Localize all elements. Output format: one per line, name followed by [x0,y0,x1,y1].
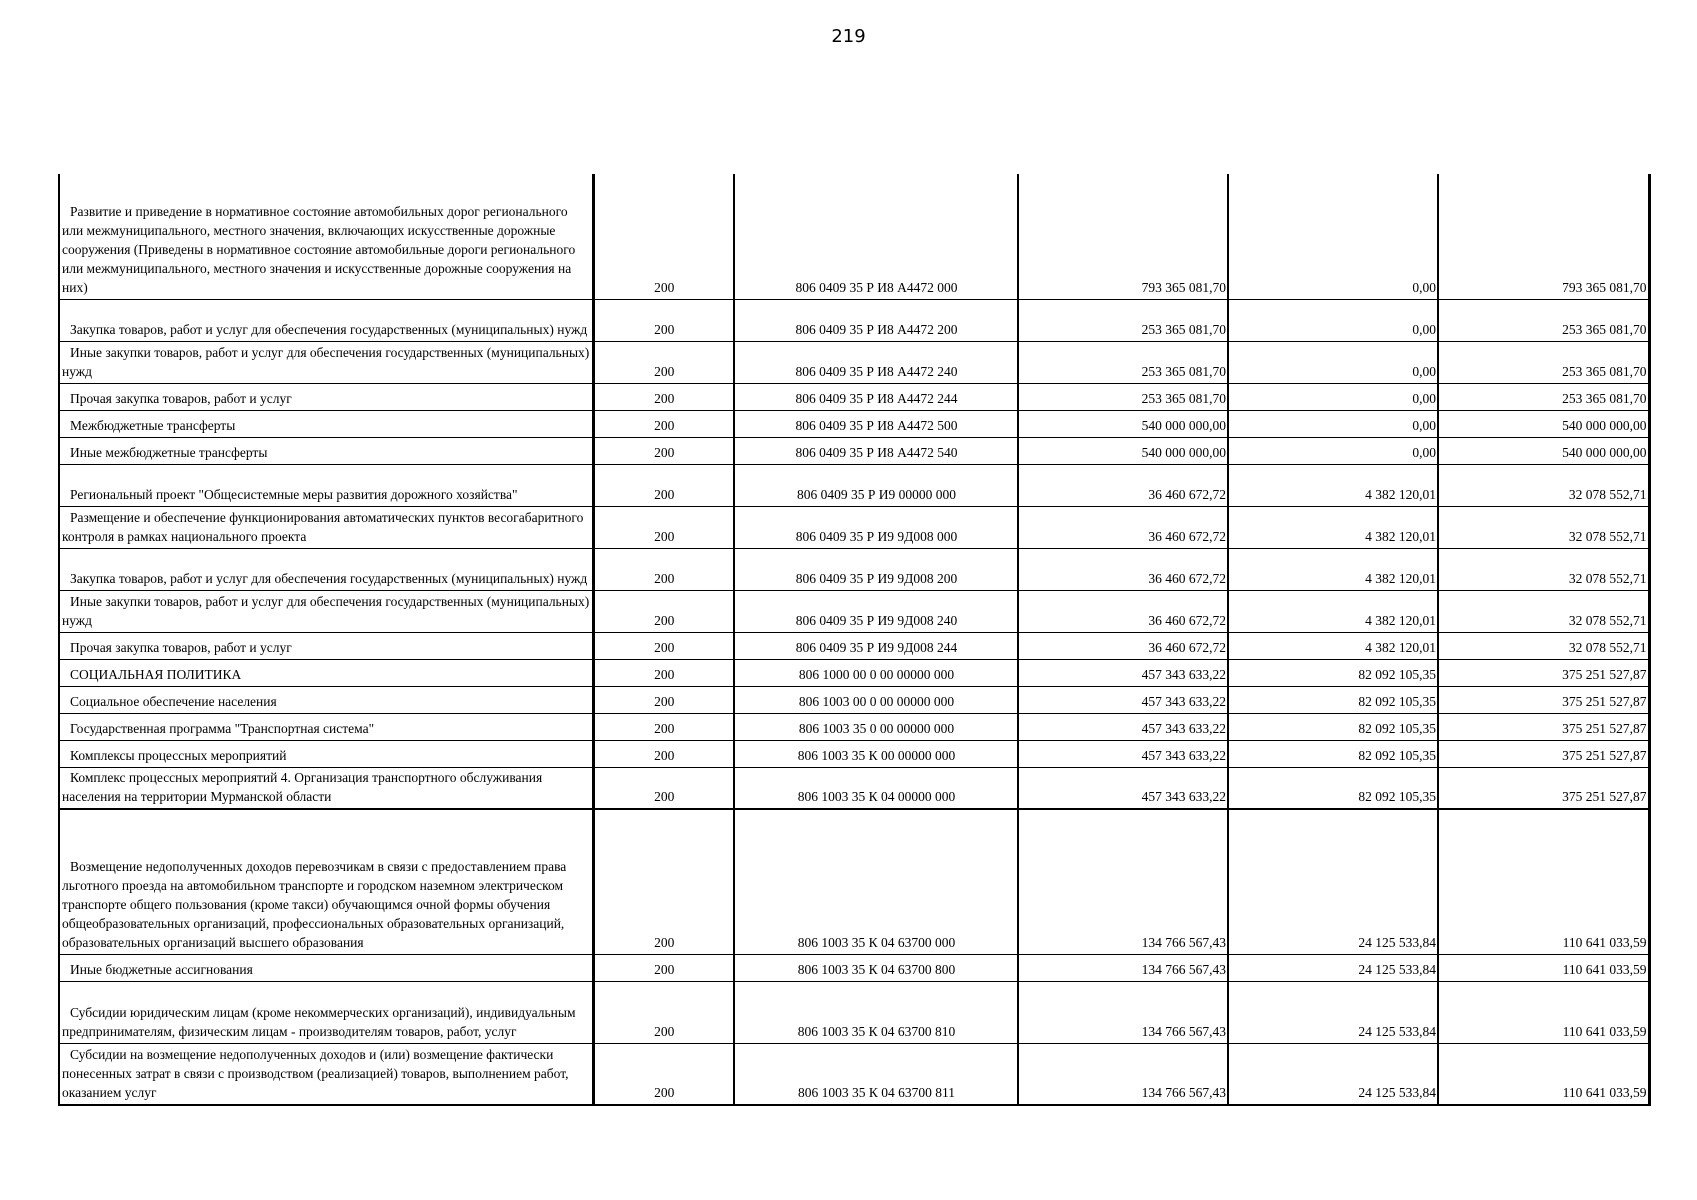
table-row [59,740,1649,767]
table-row [59,506,1649,548]
row-description-cell [59,590,593,632]
row-classification-code: 806 1003 35 0 00 00000 000 [734,713,1018,740]
row-classification-code: 806 0409 35 Р И9 9Д008 000 [734,506,1018,548]
row-type-code: 200 [593,437,734,464]
row-classification-code: 806 0409 35 Р И8 А4472 240 [734,341,1018,383]
row-executed-amount: 0,00 [1228,174,1438,299]
row-executed-amount: 82 092 105,35 [1228,659,1438,686]
row-executed-amount: 82 092 105,35 [1228,767,1438,809]
row-remaining-amount: 375 251 527,87 [1438,740,1649,767]
row-description-cell [59,981,593,1043]
table-row [59,809,1649,954]
row-classification-code: 806 1003 35 К 04 63700 811 [734,1043,1018,1105]
row-executed-amount: 4 382 120,01 [1228,464,1438,506]
table-row [59,981,1649,1043]
row-approved-amount: 253 365 081,70 [1018,383,1228,410]
row-remaining-amount: 110 641 033,59 [1438,809,1649,954]
row-description-cell [59,809,593,954]
row-description-cell [59,713,593,740]
row-executed-amount: 82 092 105,35 [1228,686,1438,713]
row-executed-amount: 0,00 [1228,410,1438,437]
row-type-code: 200 [593,410,734,437]
row-description: СОЦИАЛЬНАЯ ПОЛИТИКА [70,666,242,682]
row-approved-amount: 36 460 672,72 [1018,506,1228,548]
row-approved-amount: 457 343 633,22 [1018,767,1228,809]
row-description: Закупка товаров, работ и услуг для обеспечения государственных (муниципальных) нужд [70,570,588,586]
row-classification-code: 806 1003 00 0 00 00000 000 [734,686,1018,713]
row-description: Субсидии на возмещение недополученных доходов и (или) возмещение фактически понесенных затрат в связи с производством (реализацией) товаров, выполнением работ, оказанием услуг [62,1047,569,1100]
row-remaining-amount: 110 641 033,59 [1438,1043,1649,1105]
row-classification-code: 806 0409 35 Р И9 00000 000 [734,464,1018,506]
budget-table [58,174,1651,1106]
row-description-cell [59,464,593,506]
row-approved-amount: 36 460 672,72 [1018,548,1228,590]
row-remaining-amount: 375 251 527,87 [1438,686,1649,713]
row-approved-amount: 134 766 567,43 [1018,809,1228,954]
row-executed-amount: 0,00 [1228,341,1438,383]
row-approved-amount: 457 343 633,22 [1018,659,1228,686]
row-type-code: 200 [593,299,734,341]
row-type-code: 200 [593,659,734,686]
row-description: Закупка товаров, работ и услуг для обеспечения государственных (муниципальных) нужд [70,321,588,337]
row-remaining-amount: 253 365 081,70 [1438,341,1649,383]
row-classification-code: 806 0409 35 Р И9 9Д008 244 [734,632,1018,659]
row-type-code: 200 [593,1043,734,1105]
row-remaining-amount: 540 000 000,00 [1438,437,1649,464]
row-description: Комплекс процессных мероприятий 4. Организация транспортного обслуживания населения на территории Мурманской области [62,770,543,804]
table-row [59,174,1649,299]
row-type-code: 200 [593,981,734,1043]
row-description: Государственная программа "Транспортная система" [70,720,375,736]
row-description-cell [59,383,593,410]
row-approved-amount: 457 343 633,22 [1018,713,1228,740]
row-type-code: 200 [593,632,734,659]
row-description-cell [59,1043,593,1105]
table-row [59,299,1649,341]
table-row [59,1043,1649,1105]
row-type-code: 200 [593,548,734,590]
row-description: Иные закупки товаров, работ и услуг для обеспечения государственных (муниципальных) нужд [62,593,590,628]
row-approved-amount: 36 460 672,72 [1018,590,1228,632]
row-executed-amount: 24 125 533,84 [1228,809,1438,954]
table-row [59,954,1649,981]
table-row [59,383,1649,410]
row-description-cell [59,632,593,659]
row-remaining-amount: 32 078 552,71 [1438,464,1649,506]
row-type-code: 200 [593,464,734,506]
row-executed-amount: 4 382 120,01 [1228,590,1438,632]
table-row [59,659,1649,686]
row-classification-code: 806 0409 35 Р И9 9Д008 200 [734,548,1018,590]
row-description: Межбюджетные трансферты [70,417,236,433]
row-description-cell [59,341,593,383]
row-description-cell [59,174,593,299]
page-number: 219 [831,26,866,47]
row-remaining-amount: 253 365 081,70 [1438,383,1649,410]
row-type-code: 200 [593,954,734,981]
row-classification-code: 806 1003 35 К 04 63700 800 [734,954,1018,981]
row-executed-amount: 0,00 [1228,383,1438,410]
row-executed-amount: 82 092 105,35 [1228,713,1438,740]
row-approved-amount: 457 343 633,22 [1018,740,1228,767]
row-type-code: 200 [593,767,734,809]
row-remaining-amount: 253 365 081,70 [1438,299,1649,341]
row-remaining-amount: 32 078 552,71 [1438,590,1649,632]
row-description: Иные межбюджетные трансферты [70,444,268,460]
row-description-cell [59,659,593,686]
row-classification-code: 806 1003 35 К 04 00000 000 [734,767,1018,809]
row-approved-amount: 134 766 567,43 [1018,981,1228,1043]
row-approved-amount: 793 365 081,70 [1018,174,1228,299]
row-classification-code: 806 1003 35 К 04 63700 000 [734,809,1018,954]
row-classification-code: 806 0409 35 Р И8 А4472 200 [734,299,1018,341]
row-description: Социальное обеспечение населения [70,693,277,709]
row-approved-amount: 36 460 672,72 [1018,632,1228,659]
row-description: Размещение и обеспечение функционирования автоматических пунктов весогабаритного контроля в рамках национального проекта [62,509,584,544]
row-classification-code: 806 0409 35 Р И8 А4472 540 [734,437,1018,464]
row-description-cell [59,506,593,548]
table-row [59,548,1649,590]
table-row [59,341,1649,383]
row-executed-amount: 24 125 533,84 [1228,1043,1438,1105]
row-classification-code: 806 0409 35 Р И8 А4472 244 [734,383,1018,410]
row-classification-code: 806 1003 35 К 04 63700 810 [734,981,1018,1043]
row-remaining-amount: 375 251 527,87 [1438,713,1649,740]
row-description: Комплексы процессных мероприятий [70,747,287,763]
row-classification-code: 806 0409 35 Р И8 А4472 500 [734,410,1018,437]
row-classification-code: 806 1000 00 0 00 00000 000 [734,659,1018,686]
row-classification-code: 806 0409 35 Р И8 А4472 000 [734,174,1018,299]
row-description-cell [59,954,593,981]
row-type-code: 200 [593,383,734,410]
row-type-code: 200 [593,740,734,767]
row-remaining-amount: 375 251 527,87 [1438,767,1649,809]
row-description-cell [59,410,593,437]
row-description-cell [59,437,593,464]
row-remaining-amount: 375 251 527,87 [1438,659,1649,686]
row-approved-amount: 457 343 633,22 [1018,686,1228,713]
row-executed-amount: 0,00 [1228,299,1438,341]
row-type-code: 200 [593,713,734,740]
row-approved-amount: 253 365 081,70 [1018,341,1228,383]
row-description-cell [59,740,593,767]
table-row [59,713,1649,740]
row-executed-amount: 82 092 105,35 [1228,740,1438,767]
row-description: Прочая закупка товаров, работ и услуг [70,390,292,406]
row-remaining-amount: 32 078 552,71 [1438,632,1649,659]
row-classification-code: 806 0409 35 Р И9 9Д008 240 [734,590,1018,632]
table-row [59,767,1649,809]
table-row [59,464,1649,506]
row-description: Региональный проект "Общесистемные меры развития дорожного хозяйства" [70,486,518,502]
row-description: Иные бюджетные ассигнования [70,961,253,977]
budget-table-body [59,174,1649,1105]
row-executed-amount: 4 382 120,01 [1228,632,1438,659]
row-executed-amount: 4 382 120,01 [1228,548,1438,590]
row-type-code: 200 [593,590,734,632]
row-type-code: 200 [593,174,734,299]
row-approved-amount: 540 000 000,00 [1018,410,1228,437]
row-approved-amount: 540 000 000,00 [1018,437,1228,464]
row-remaining-amount: 32 078 552,71 [1438,548,1649,590]
row-remaining-amount: 32 078 552,71 [1438,506,1649,548]
row-remaining-amount: 793 365 081,70 [1438,174,1649,299]
row-description: Субсидии юридическим лицам (кроме некоммерческих организаций), индивидуальным предпринимателям, физическим лицам - производителям товаров, работ, услуг [62,1004,576,1039]
row-description-cell [59,686,593,713]
table-row [59,632,1649,659]
table-row [59,437,1649,464]
table-row [59,590,1649,632]
row-remaining-amount: 110 641 033,59 [1438,954,1649,981]
row-description: Прочая закупка товаров, работ и услуг [70,639,292,655]
row-description: Иные закупки товаров, работ и услуг для обеспечения государственных (муниципальных) нужд [62,344,590,379]
row-description-cell [59,299,593,341]
row-classification-code: 806 1003 35 К 00 00000 000 [734,740,1018,767]
table-row [59,410,1649,437]
row-description-cell [59,767,593,809]
row-executed-amount: 24 125 533,84 [1228,981,1438,1043]
row-approved-amount: 134 766 567,43 [1018,1043,1228,1105]
row-type-code: 200 [593,686,734,713]
table-row [59,686,1649,713]
row-description: Развитие и приведение в нормативное состояние автомобильных дорог регионального или межмуниципального, местного значения, включающих искусственные дорожные сооружения (Приведены в нормативное состояние автомобильные дороги регионального или межмуниципального, местного значения и искусственные дорожные сооружения на них) [62,203,576,295]
row-type-code: 200 [593,506,734,548]
row-remaining-amount: 110 641 033,59 [1438,981,1649,1043]
row-approved-amount: 36 460 672,72 [1018,464,1228,506]
row-type-code: 200 [593,341,734,383]
row-description: Возмещение недополученных доходов перевозчикам в связи с предоставлением права льготного проезда на автомобильном транспорте и городском наземном электрическом транспорте общего пользования (кроме такси) обучающимся очной формы обучения общеобразовательных организаций, профессиональных образовательных организаций, образовательных организаций высшего образования [62,858,567,950]
row-type-code: 200 [593,809,734,954]
row-approved-amount: 134 766 567,43 [1018,954,1228,981]
row-remaining-amount: 540 000 000,00 [1438,410,1649,437]
row-approved-amount: 253 365 081,70 [1018,299,1228,341]
row-executed-amount: 24 125 533,84 [1228,954,1438,981]
row-executed-amount: 4 382 120,01 [1228,506,1438,548]
row-description-cell [59,548,593,590]
row-executed-amount: 0,00 [1228,437,1438,464]
